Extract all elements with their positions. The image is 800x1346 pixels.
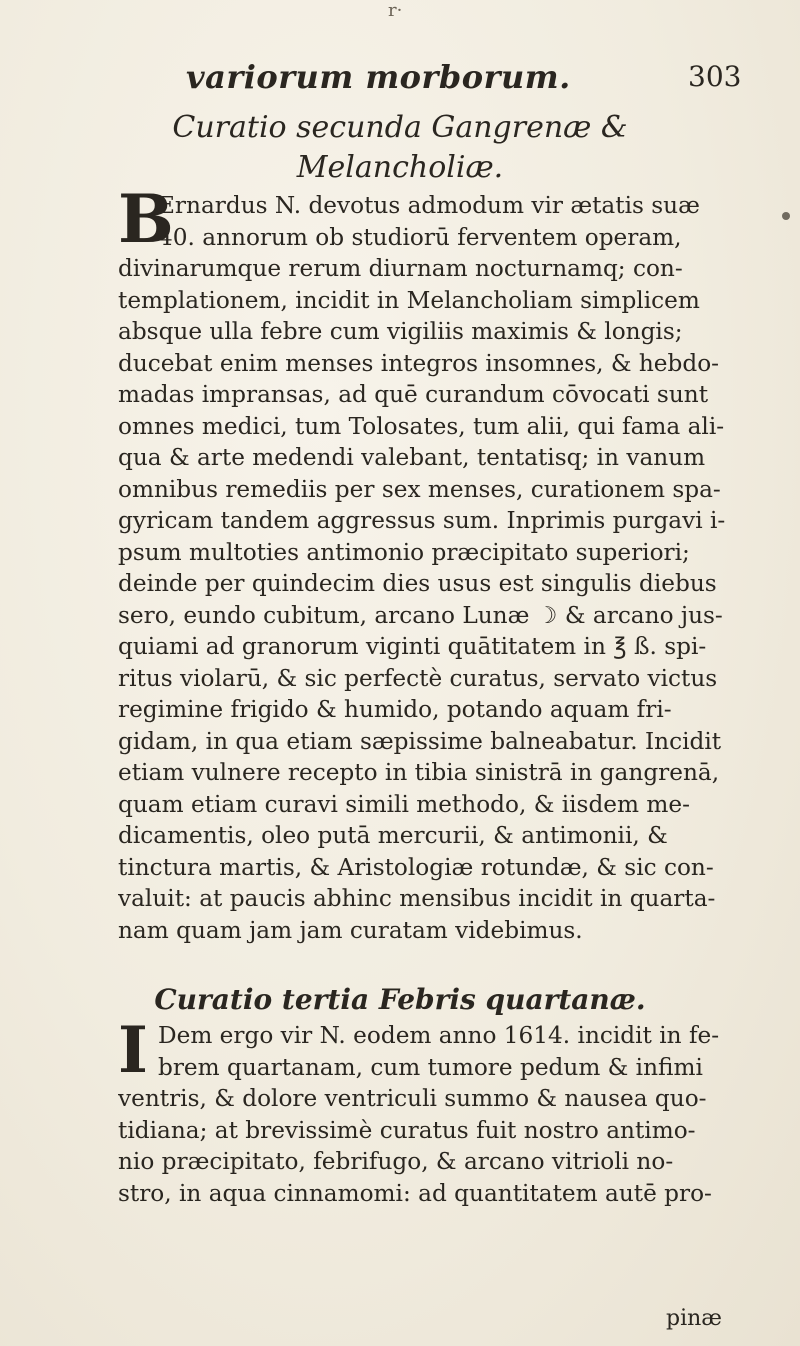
text-line: ventris, & dolore ventriculi summo & nausea quo- xyxy=(118,1085,707,1112)
text-line: 40. annorum ob studiorū ferventem operam, xyxy=(158,223,682,251)
text-line: ducebat enim menses integros insomnes, & hebdo- xyxy=(118,349,719,377)
text-line: divinarumque rerum diurnam nocturnamq; con- xyxy=(118,255,683,282)
top-mark: r· xyxy=(388,0,403,21)
running-title: variorum morborum. xyxy=(186,58,571,96)
section1-heading-line2: Melancholiæ. xyxy=(296,150,504,185)
section1-text xyxy=(118,190,733,946)
text-line: Dem ergo vir N. eodem anno 1614. incidit in fe- xyxy=(158,1022,720,1049)
text-line: quiami ad granorum viginti quātitatem in ℥ ß. spi- xyxy=(118,633,707,660)
section2-text xyxy=(118,1013,733,1209)
text-line: Ernardus N. devotus admodum vir ætatis suæ xyxy=(158,192,700,219)
text-line: stro, in aqua cinnamomi: ad quantitatem autē pro- xyxy=(118,1179,712,1207)
text-line: sero, eundo cubitum, arcano Lunæ ☽ & arcano jus- xyxy=(118,601,723,629)
text-line: tidiana; at brevissimè curatus fuit nostro antimo- xyxy=(118,1116,696,1144)
text-line: deinde per quindecim dies usus est singulis diebus xyxy=(118,570,717,597)
text-line: gyricam tandem aggressus sum. Inprimis purgavi i- xyxy=(118,507,726,534)
text-line: nio præcipitato, febrifugo, & arcano vitrioli no- xyxy=(118,1148,674,1175)
text-line: regimine frigido & humido, potando aquam fri- xyxy=(118,696,672,723)
text-line: ritus violarū, & sic perfectè curatus, servato victus xyxy=(118,664,718,692)
running-head xyxy=(0,50,800,100)
text-line: brem quartanam, cum tumore pedum & infimi xyxy=(158,1053,703,1081)
text-line: psum multoties antimonio præcipitato superiori; xyxy=(118,538,690,566)
text-line: nam quam jam jam curatam videbimus. xyxy=(118,916,583,944)
text-line: quam etiam curavi simili methodo, & iisdem me- xyxy=(118,790,690,818)
text-line: tinctura martis, & Aristologiæ rotundæ, & sic con- xyxy=(118,853,714,881)
text-line: omnes medici, tum Tolosates, tum alii, qui fama ali- xyxy=(118,412,725,440)
section2-heading: Curatio tertia Febris quartanæ. xyxy=(154,983,646,1016)
text-line: valuit: at paucis abhinc mensibus incidit in quarta- xyxy=(118,885,716,912)
page-number: 303 xyxy=(688,60,742,93)
text-line: etiam vulnere recepto in tibia sinistrā in gangrenā, xyxy=(118,759,720,786)
text-line: omnibus remediis per sex menses, curationem spa- xyxy=(118,475,721,503)
catchword: pinæ xyxy=(666,1306,722,1331)
text-line: madas impransas, ad quē curandum cōvocati sunt xyxy=(118,381,709,408)
text-line: gidam, in qua etiam sæpissime balneabatur. Incidit xyxy=(118,727,722,755)
text-line: absque ulla febre cum vigiliis maximis & longis; xyxy=(118,318,683,345)
drop-initial-b: B xyxy=(118,180,174,258)
text-line: templationem, incidit in Melancholiam simplicem xyxy=(118,286,700,314)
section1-heading-line1: Curatio secunda Gangrenæ & xyxy=(172,110,628,145)
text-line: dicamentis, oleo putā mercurii, & antimonii, & xyxy=(118,822,668,849)
drop-initial-i: I xyxy=(118,1013,148,1088)
ink-spot-decoration xyxy=(782,212,790,220)
text-line: qua & arte medendi valebant, tentatisq; in vanum xyxy=(118,444,706,471)
